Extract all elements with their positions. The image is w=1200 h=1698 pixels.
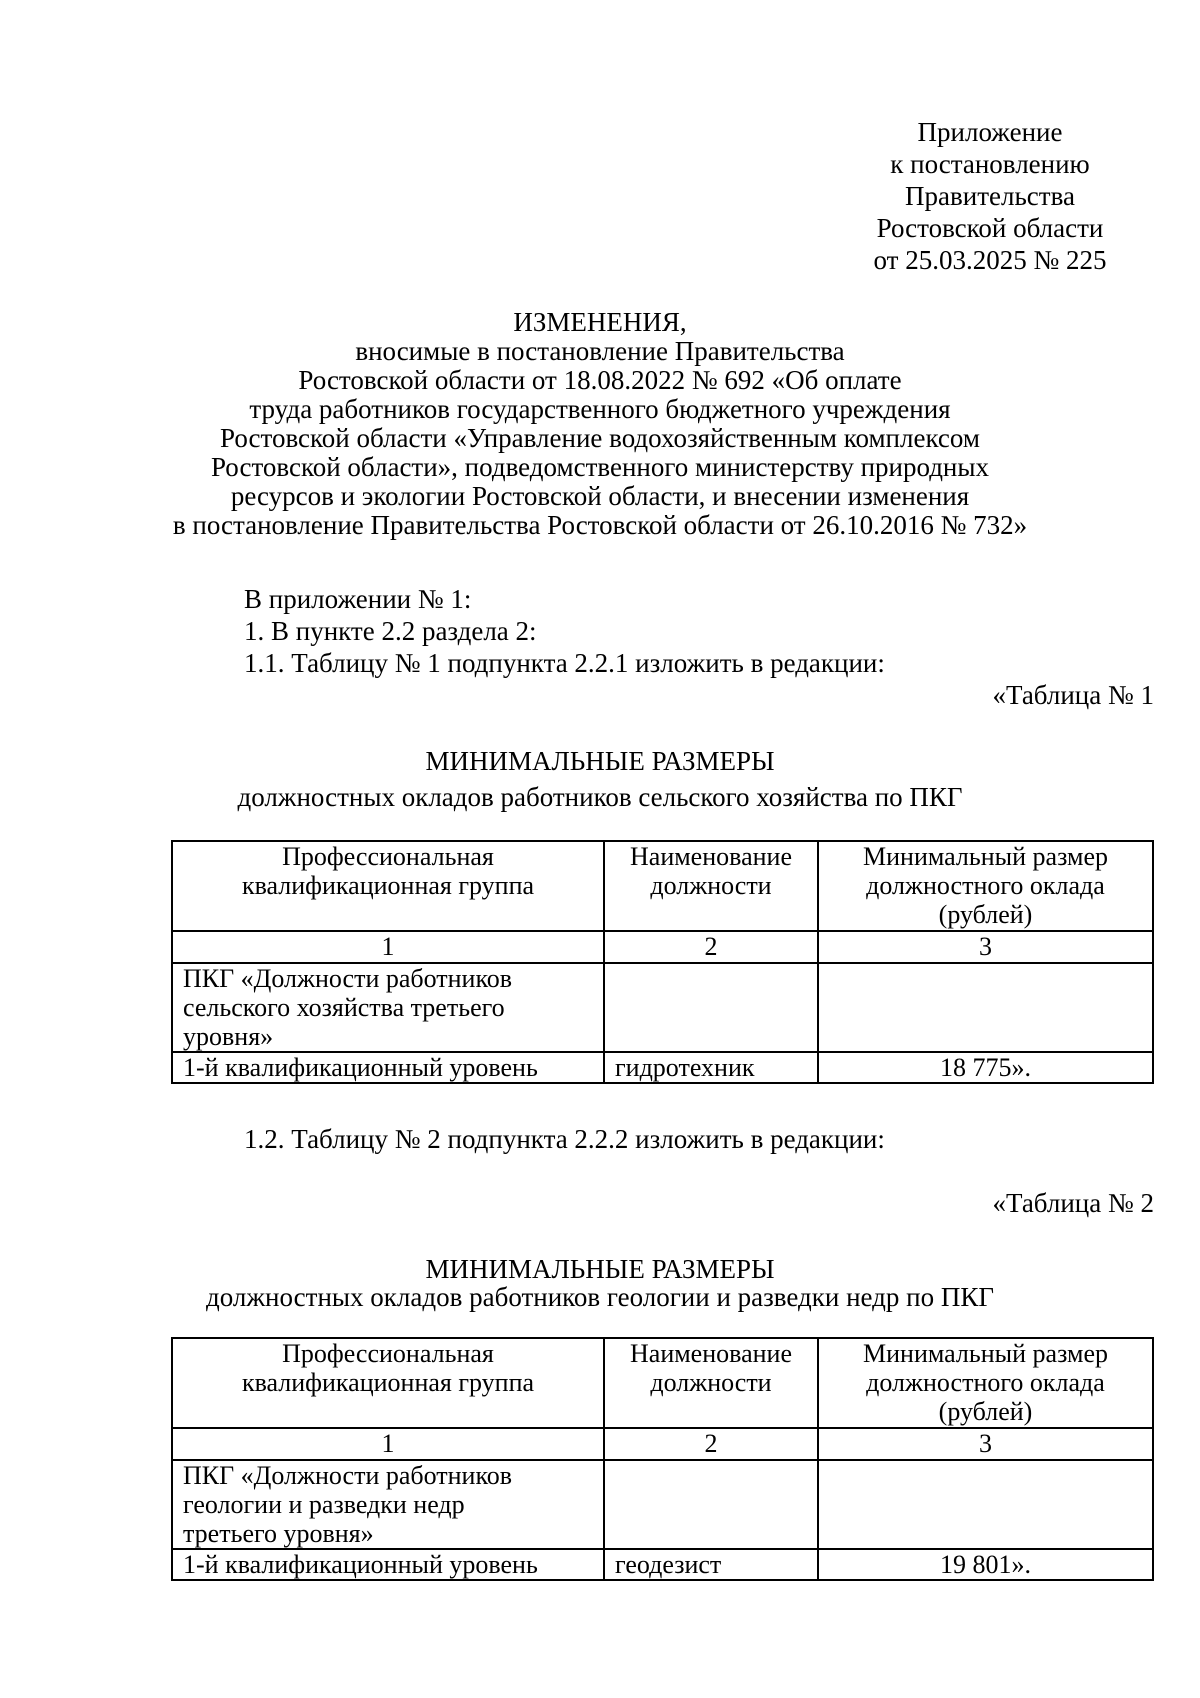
paragraph-item-1-2: 1.2. Таблицу № 2 подпункта 2.2.2 изложить в редакции:	[244, 1124, 885, 1154]
header-line: (рублей)	[938, 900, 1033, 929]
changes-line: в постановление Правительства Ростовской области от 26.10.2016 № 732»	[172, 510, 1028, 540]
table1	[171, 840, 1154, 1084]
header-line: квалификационная группа	[241, 1368, 535, 1397]
header-line: Профессиональная	[282, 842, 494, 871]
table2-title: МИНИМАЛЬНЫЕ РАЗМЕРЫ	[425, 1254, 775, 1284]
appendix-line: к постановлению	[890, 149, 1090, 179]
table2-subtitle: должностных окладов работников геологии и разведки недр по ПКГ	[206, 1282, 994, 1312]
group-line: ПКГ «Должности работников	[183, 964, 513, 993]
table1-subtitle: должностных окладов работников сельского хозяйства по ПКГ	[237, 782, 963, 812]
level-cell: 1-й квалификационный уровень	[172, 1052, 604, 1083]
header-line: Профессиональная	[282, 1339, 494, 1368]
header-line: должностного оклада	[866, 1368, 1105, 1397]
column-number-row	[172, 1428, 1153, 1460]
changes-title: ИЗМЕНЕНИЯ,	[513, 307, 687, 337]
column-number: 3	[818, 1428, 1153, 1460]
changes-line: ресурсов и экологии Ростовской области, и внесении изменения	[230, 481, 970, 511]
column-number: 2	[604, 1428, 818, 1460]
table-header-row	[172, 841, 1153, 931]
group-line: уровня»	[183, 1022, 274, 1051]
group-line: сельского хозяйства третьего	[183, 993, 505, 1022]
table-header-row	[172, 1338, 1153, 1428]
appendix-line: Ростовской области	[876, 213, 1104, 243]
table1-title: МИНИМАЛЬНЫЕ РАЗМЕРЫ	[425, 746, 775, 776]
group-row	[172, 1460, 1153, 1549]
column-number: 1	[172, 931, 604, 963]
group-cell	[172, 1460, 604, 1549]
header-line: Наименование	[630, 842, 792, 871]
salary-cell: 18 775».	[818, 1052, 1153, 1083]
header-line: должности	[650, 1368, 772, 1397]
table2	[171, 1337, 1154, 1581]
changes-line: Ростовской области», подведомственного министерству природных	[210, 452, 990, 482]
position-cell: геодезист	[604, 1549, 818, 1580]
table-row	[172, 1052, 1153, 1083]
table1-label: «Таблица № 1	[992, 680, 1154, 710]
header-line: квалификационная группа	[241, 871, 535, 900]
empty-cell	[604, 963, 818, 1052]
table2-label: «Таблица № 2	[992, 1188, 1154, 1218]
column-number: 1	[172, 1428, 604, 1460]
column-number-row	[172, 931, 1153, 963]
header-cell-group	[172, 841, 604, 931]
header-line: должностного оклада	[866, 871, 1105, 900]
header-line: должности	[650, 871, 772, 900]
level-cell: 1-й квалификационный уровень	[172, 1549, 604, 1580]
paragraph-item-1: 1. В пункте 2.2 раздела 2:	[244, 616, 537, 646]
empty-cell	[818, 1460, 1153, 1549]
table-row	[172, 1549, 1153, 1580]
group-line: геологии и разведки недр	[183, 1490, 465, 1519]
group-line: ПКГ «Должности работников	[183, 1461, 513, 1490]
column-number: 2	[604, 931, 818, 963]
changes-title-block	[100, 308, 1100, 540]
group-row	[172, 963, 1153, 1052]
paragraph-appendix-1: В приложении № 1:	[244, 584, 472, 614]
empty-cell	[604, 1460, 818, 1549]
changes-line: вносимые в постановление Правительства	[355, 336, 845, 366]
header-cell-position	[604, 841, 818, 931]
header-line: Минимальный размер	[863, 1339, 1108, 1368]
appendix-line: Приложение	[917, 117, 1063, 147]
empty-cell	[818, 963, 1153, 1052]
header-cell-position	[604, 1338, 818, 1428]
appendix-line: Правительства	[905, 181, 1075, 211]
salary-cell: 19 801».	[818, 1549, 1153, 1580]
header-cell-salary	[818, 1338, 1153, 1428]
appendix-line: от 25.03.2025 № 225	[873, 245, 1107, 275]
paragraph-item-1-1: 1.1. Таблицу № 1 подпункта 2.2.1 изложить в редакции:	[244, 648, 885, 678]
header-cell-group	[172, 1338, 604, 1428]
position-cell: гидротехник	[604, 1052, 818, 1083]
group-cell	[172, 963, 604, 1052]
appendix-header	[840, 116, 1140, 276]
changes-line: Ростовской области «Управление водохозяйственным комплексом	[220, 423, 980, 453]
header-cell-salary	[818, 841, 1153, 931]
group-line: третьего уровня»	[183, 1519, 374, 1548]
column-number: 3	[818, 931, 1153, 963]
header-line: Наименование	[630, 1339, 792, 1368]
changes-line: труда работников государственного бюджетного учреждения	[249, 394, 951, 424]
changes-line: Ростовской области от 18.08.2022 № 692 «Об оплате	[298, 365, 902, 395]
header-line: (рублей)	[938, 1397, 1033, 1426]
header-line: Минимальный размер	[863, 842, 1108, 871]
